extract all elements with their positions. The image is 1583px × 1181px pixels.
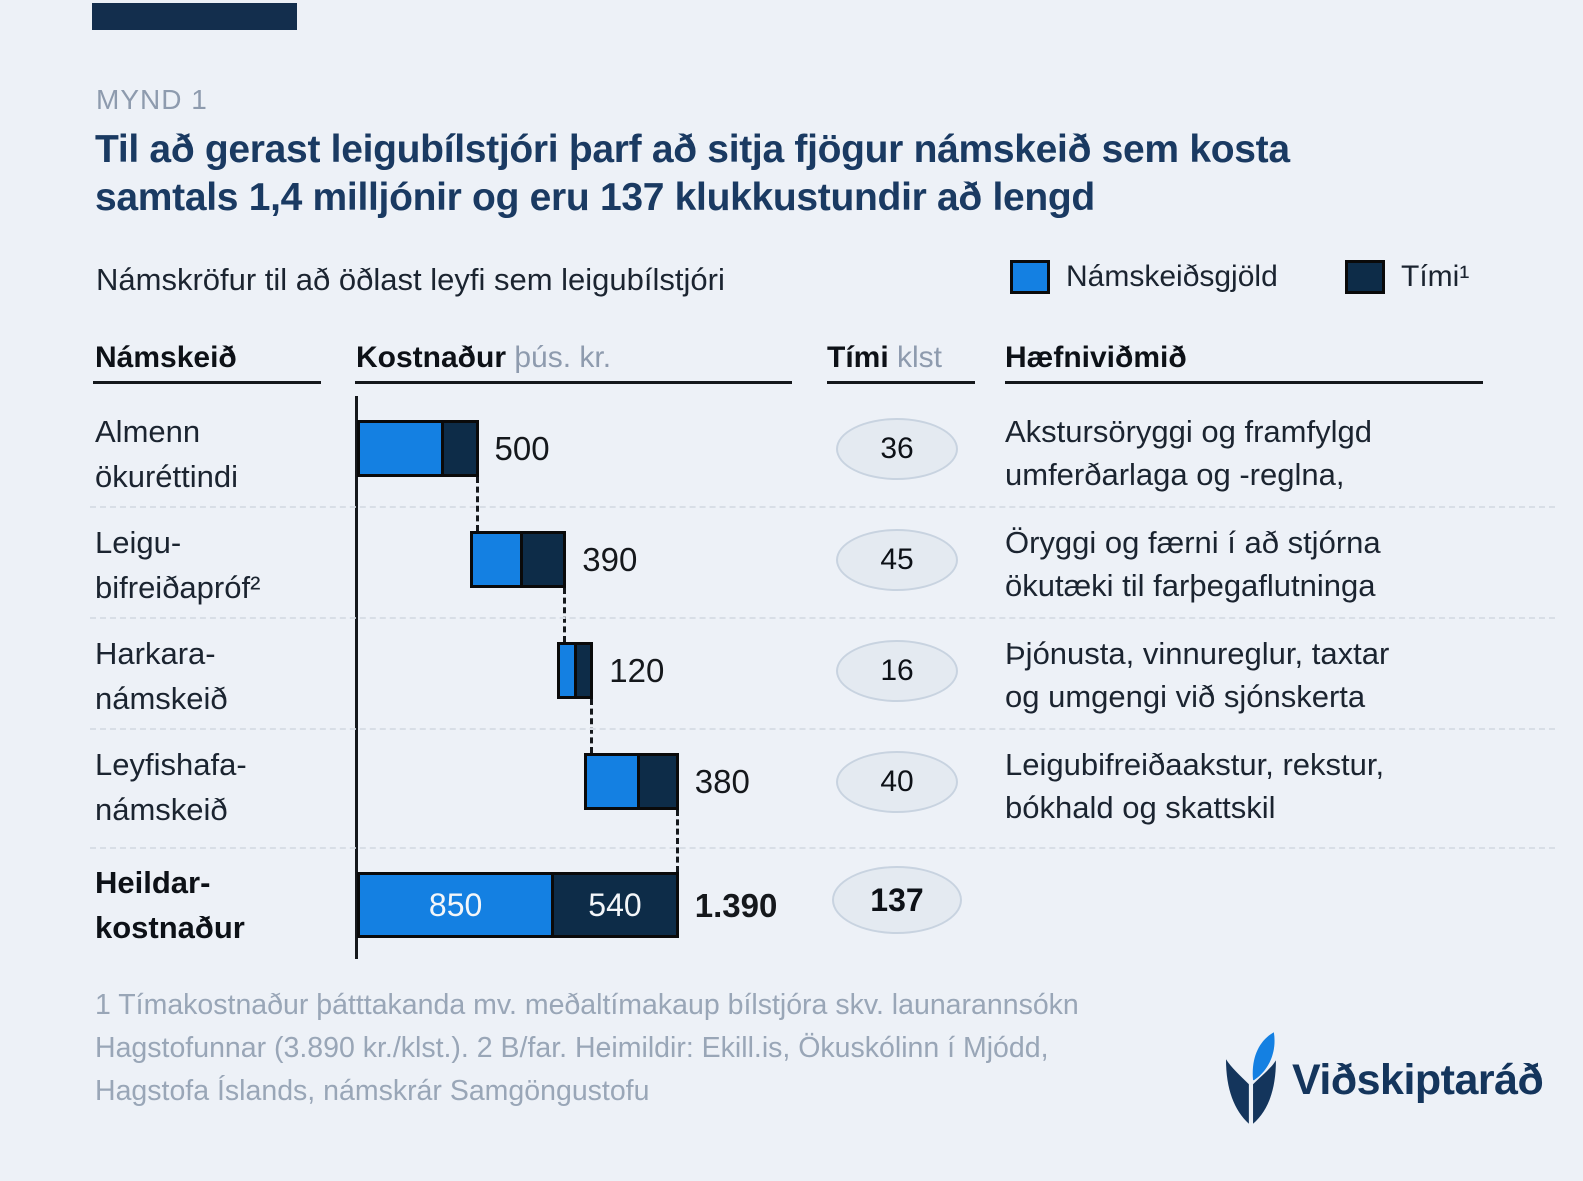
bar-value-label: 380 <box>694 763 750 800</box>
criteria-text: Leigubifreiðaakstur, rekstur, bókhald og skattskil <box>1005 747 1385 826</box>
waterfall-connector <box>676 810 679 872</box>
column-header-course <box>95 341 237 375</box>
legend-swatch-time-icon <box>1345 260 1385 294</box>
total-bar-time-segment <box>551 872 679 938</box>
column-header-cost-unit: þús. kr. <box>514 341 612 374</box>
waterfall-connector <box>476 477 479 531</box>
column-header-cost-label: Kostnaður <box>356 341 506 374</box>
course-bar <box>357 420 479 477</box>
row-separator <box>90 617 1555 619</box>
row-label: Harkara- námskeið <box>95 636 228 716</box>
course-bar <box>470 531 567 588</box>
chart-subtitle: Námskröfur til að öðlast leyfi sem leigubílstjóri <box>96 262 725 297</box>
footnote-line1: 1 Tímakostnaður þátttakanda mv. meðaltímakaup bílstjóra skv. launarannsókn <box>95 989 1079 1021</box>
total-time-badge: 137 <box>832 866 962 934</box>
row-separator <box>90 728 1555 730</box>
footnote-line2: Hagstofunnar (3.890 kr./klst.). 2 B/far. Heimildir: Ekill.is, Ökuskólinn í Mjódd, <box>95 1032 1049 1064</box>
figure-title-line1: Til að gerast leigubílstjóri þarf að sitja fjögur námskeið sem kosta <box>95 128 1290 171</box>
total-value-label: 1.390 <box>694 887 778 924</box>
footnote-line3: Hagstofa Íslands, námskrár Samgöngustofu <box>95 1075 650 1107</box>
total-bar <box>357 872 679 938</box>
course-bar-time-segment <box>637 753 679 810</box>
legend-item-fees <box>1010 260 1278 294</box>
criteria-text: Öryggi og færni í að stjórna ökutæki til farþegaflutninga <box>1005 525 1381 604</box>
row-label: Almenn ökuréttindi <box>95 414 239 494</box>
waterfall-connector <box>590 699 593 753</box>
total-bar-fee-segment <box>357 872 554 938</box>
column-header-criteria-label: Hæfniviðmið <box>1005 341 1187 374</box>
waterfall-connector <box>563 588 566 642</box>
row-separator <box>90 506 1555 508</box>
time-badge: 40 <box>836 751 958 813</box>
legend-item-time <box>1345 260 1469 294</box>
criteria-text: Þjónusta, vinnureglur, taxtar og umgengi við sjónskerta <box>1005 636 1390 715</box>
column-header-time-label: Tími <box>827 341 889 374</box>
course-bar-fee-segment <box>584 753 640 810</box>
time-header-rule <box>827 381 975 384</box>
course-bar-time-segment <box>441 420 479 477</box>
figure-kicker: MYND 1 <box>96 84 208 115</box>
column-header-time <box>827 341 942 375</box>
figure-title-line2: samtals 1,4 milljónir og eru 137 klukkustundir að lengd <box>95 176 1095 219</box>
course-bar-time-segment <box>574 642 594 699</box>
time-badge: 45 <box>836 529 958 591</box>
course-bar-fee-segment <box>357 420 444 477</box>
bar-value-label: 120 <box>609 652 665 689</box>
column-header-criteria <box>1005 341 1187 375</box>
vidskiptarad-logo <box>1226 1032 1544 1127</box>
total-fee-value: 850 <box>428 886 483 923</box>
row-separator <box>90 847 1555 849</box>
cost-header-rule <box>355 381 792 384</box>
course-bar-fee-segment <box>470 531 523 588</box>
chart-baseline-axis <box>355 396 358 959</box>
criteria-text: Akstursöryggi og framfylgd umferðarlaga og -reglna, <box>1005 414 1372 493</box>
legend-label-fees: Námskeiðsgjöld <box>1066 260 1278 293</box>
course-header-rule <box>93 381 321 384</box>
course-bar <box>557 642 593 699</box>
column-header-time-unit: klst <box>897 341 943 374</box>
bar-value-label: 500 <box>494 430 550 467</box>
column-header-course-label: Námskeið <box>95 341 237 374</box>
criteria-header-rule <box>1005 381 1483 384</box>
total-row-label: Heildar- kostnaður <box>95 865 245 945</box>
vidskiptarad-logo-icon <box>1226 1032 1278 1124</box>
row-label: Leigu- bifreiðapróf² <box>95 525 261 605</box>
total-time-value: 540 <box>588 886 642 923</box>
time-badge: 16 <box>836 640 958 702</box>
course-bar <box>584 753 679 810</box>
time-badge: 36 <box>836 418 958 480</box>
top-accent-bar <box>92 3 297 30</box>
row-label: Leyfishafa- námskeið <box>95 747 247 827</box>
course-bar-fee-segment <box>557 642 577 699</box>
logo-wordmark: Viðskiptaráð <box>1292 1056 1544 1104</box>
bar-value-label: 390 <box>582 541 638 578</box>
legend-swatch-fees-icon <box>1010 260 1050 294</box>
course-bar-time-segment <box>520 531 567 588</box>
legend-label-time: Tími¹ <box>1401 260 1470 293</box>
column-header-cost <box>356 341 611 375</box>
